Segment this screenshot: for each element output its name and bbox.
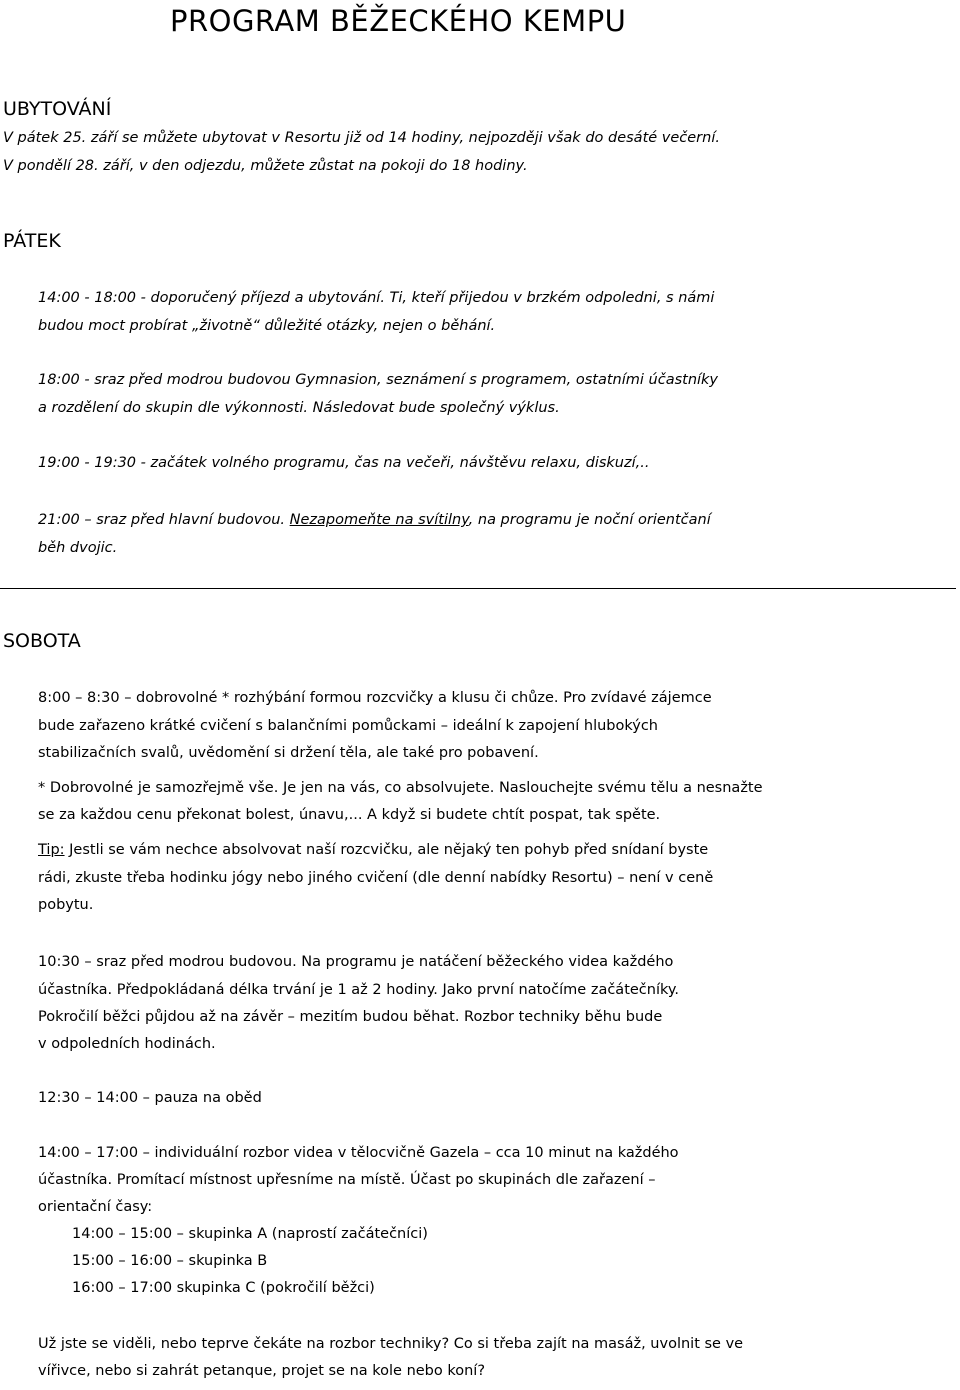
sobota-p3-line-4: v odpoledních hodinách.	[38, 1036, 216, 1052]
sobota-p5-line-2: účastníka. Promítací místnost upřesníme na místě. Účast po skupinách dle zařazení –	[38, 1172, 656, 1188]
patek-p2-line-1: 18:00 - sraz před modrou budovou Gymnasion, seznámení s programem, ostatními účastníky	[38, 372, 719, 388]
patek-p1-line-2: budou moct probírat „životně“ důležité otázky, nejen o běhání.	[38, 318, 496, 334]
sobota-p2-line-2: se za každou cenu překonat bolest, únavu,... A když si budete chtít pospat, tak spěte.	[38, 807, 661, 823]
sobota-p1-line-2: bude zařazeno krátké cvičení s balančními pomůckami – ideální k zapojení hlubokých	[38, 718, 658, 734]
tip-label: Tip:	[38, 842, 65, 858]
sobota-p2-line-1: * Dobrovolné je samozřejmě vše. Je jen na vás, co absolvujete. Naslouchejte svému tělu a nesnažte	[38, 780, 763, 796]
patek-p3: 19:00 - 19:30 - začátek volného programu, čas na večeři, návštěvu relaxu, diskuzí,..	[38, 455, 650, 471]
patek-p4-before: 21:00 – sraz před hlavní budovou.	[38, 512, 290, 528]
page-title: PROGRAM BĚŽECKÉHO KEMPU	[170, 4, 627, 38]
heading-ubytovani: UBYTOVÁNÍ	[3, 98, 112, 120]
patek-p2-line-2: a rozdělení do skupin dle výkonnosti. Následovat bude společný výklus.	[38, 400, 560, 416]
sobota-p3-line-2: účastníka. Předpokládaná délka trvání je 1 až 2 hodiny. Jako první natočíme začátečníky.	[38, 982, 679, 998]
heading-patek: PÁTEK	[3, 230, 61, 252]
tip-rest: Jestli se vám nechce absolvovat naší rozcvičku, ale nějaký ten pohyb před snídaní byste	[64, 842, 709, 858]
ubytovani-line-2: V pondělí 28. září, v den odjezdu, můžete zůstat na pokoji do 18 hodiny.	[3, 158, 528, 174]
ubytovani-line-1: V pátek 25. září se můžete ubytovat v Resortu již od 14 hodiny, nejpozději však do desáté večerní.	[3, 130, 720, 146]
sobota-p5-line-3: orientační časy:	[38, 1199, 153, 1215]
patek-p4-after: , na programu je noční orientčaní	[468, 512, 711, 528]
patek-p4-line-1	[38, 512, 711, 528]
patek-p1-line-1: 14:00 - 18:00 - doporučený příjezd a ubytování. Ti, kteří přijedou v brzkém odpoledni, s námi	[38, 290, 715, 306]
section-divider	[0, 588, 956, 589]
sobota-tip-line-1	[38, 842, 708, 858]
group-item-a: 14:00 – 15:00 – skupinka A (naprostí začátečníci)	[72, 1226, 428, 1242]
sobota-p6-line-1: Už jste se viděli, nebo teprve čekáte na rozbor techniky? Co si třeba zajít na masáž, uvolnit se ve	[38, 1336, 744, 1352]
sobota-p5-line-1: 14:00 – 17:00 – individuální rozbor videa v tělocvičně Gazela – cca 10 minut na každého	[38, 1145, 679, 1161]
sobota-p3-line-1: 10:30 – sraz před modrou budovou. Na programu je natáčení běžeckého videa každého	[38, 954, 674, 970]
sobota-tip-line-2: rádi, zkuste třeba hodinku jógy nebo jiného cvičení (dle denní nabídky Resortu) – není v ceně	[38, 870, 714, 886]
patek-p4-line-2: běh dvojic.	[38, 540, 118, 556]
patek-p4-underlined: Nezapomeňte na svítilny	[289, 512, 469, 528]
group-item-c: 16:00 – 17:00 skupinka C (pokročilí běžci)	[72, 1280, 375, 1296]
sobota-p1-line-3: stabilizačních svalů, uvědomění si držení těla, ale také pro pobavení.	[38, 745, 539, 761]
sobota-p4: 12:30 – 14:00 – pauza na oběd	[38, 1090, 262, 1106]
group-item-b: 15:00 – 16:00 – skupinka B	[72, 1253, 268, 1269]
sobota-p3-line-3: Pokročilí běžci půjdou až na závěr – mezitím budou běhat. Rozbor techniky běhu bude	[38, 1009, 663, 1025]
sobota-p6-line-2: vířivce, nebo si zahrát petanque, projet se na kole nebo koní?	[38, 1363, 486, 1379]
sobota-p1-line-1: 8:00 – 8:30 – dobrovolné * rozhýbání formou rozcvičky a klusu či chůze. Pro zvídavé zájemce	[38, 690, 712, 706]
heading-sobota: SOBOTA	[3, 630, 81, 652]
sobota-tip-line-3: pobytu.	[38, 897, 94, 913]
